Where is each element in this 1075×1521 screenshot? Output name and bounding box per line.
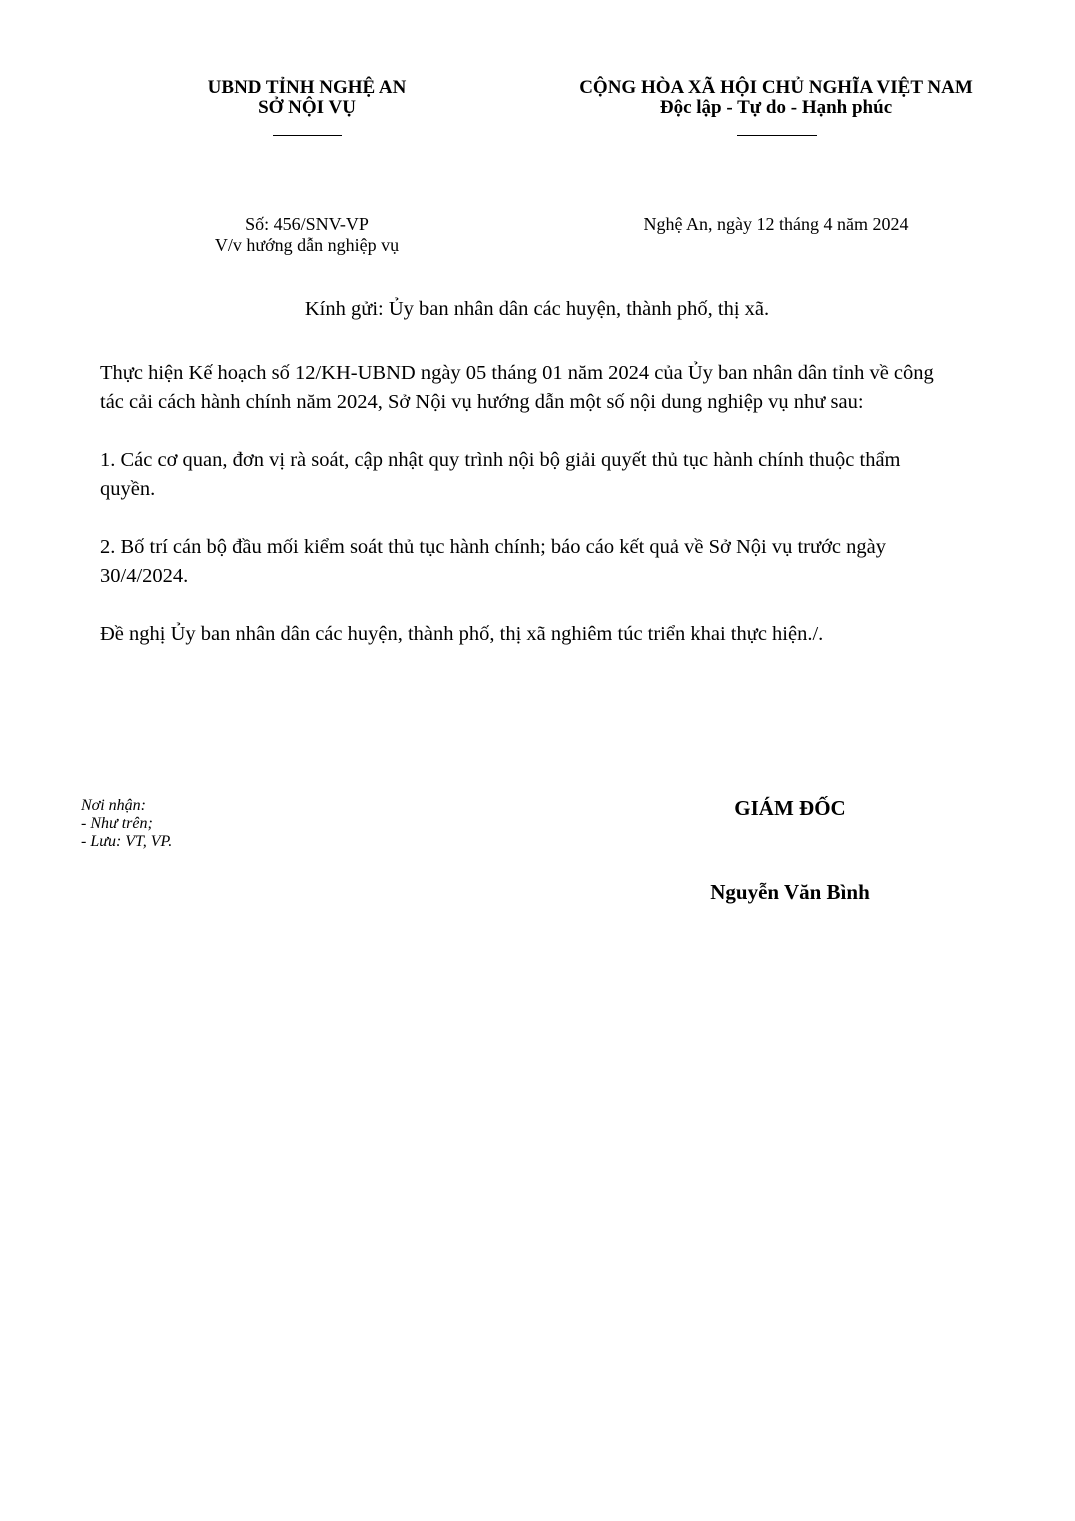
recipient-item: - Như trên; <box>81 815 153 832</box>
intro-line: Thực hiện Kế hoạch số 12/KH-UBND ngày 05 tháng 01 năm 2024 của Ủy ban nhân dân tỉnh về công <box>100 362 934 384</box>
document-reference <box>157 214 457 256</box>
agency-underline <box>273 135 342 136</box>
recipients-title: Nơi nhận: <box>81 797 146 814</box>
closing-paragraph: Đề nghị Ủy ban nhân dân các huyện, thành phố, thị xã nghiêm túc triển khai thực hiện./. <box>100 623 824 645</box>
signer-name: Nguyễn Văn Bình <box>710 880 870 904</box>
item-2-line: 30/4/2024. <box>100 565 189 587</box>
recipient-item: - Lưu: VT, VP. <box>81 833 173 850</box>
motto-underline <box>737 135 817 136</box>
item-1-paragraph <box>100 446 1040 504</box>
item-1-line: 1. Các cơ quan, đơn vị rà soát, cập nhật quy trình nội bộ giải quyết thủ tục hành chính thuộc thẩm <box>100 449 901 471</box>
agency-parent: UBND TỈNH NGHỆ AN <box>207 77 407 98</box>
place-date: Nghệ An, ngày 12 tháng 4 năm 2024 <box>643 214 909 234</box>
nation-motto: Độc lập - Tự do - Hạnh phúc <box>659 97 893 118</box>
item-1-line: quyền. <box>100 478 156 500</box>
intro-line: tác cải cách hành chính năm 2024, Sở Nội vụ hướng dẫn một số nội dung nghiệp vụ như sau: <box>100 391 864 413</box>
national-title-block <box>551 78 1001 118</box>
nation-title: CỘNG HÒA XÃ HỘI CHỦ NGHĨA VIỆT NAM <box>579 77 973 98</box>
agency-name: SỞ NỘI VỤ <box>258 97 356 118</box>
recipients-block <box>81 797 381 851</box>
signer-position: GIÁM ĐỐC <box>734 796 846 820</box>
item-2-line: 2. Bố trí cán bộ đầu mối kiểm soát thủ tục hành chính; báo cáo kết quả về Sở Nội vụ trước ngày <box>100 536 886 558</box>
recipient-line: Kính gửi: Ủy ban nhân dân các huyện, thành phố, thị xã. <box>304 298 770 320</box>
intro-paragraph <box>100 359 1040 417</box>
issuing-agency-block <box>157 78 457 118</box>
item-2-paragraph <box>100 533 1040 591</box>
document-subject: V/v hướng dẫn nghiệp vụ <box>214 235 400 255</box>
document-number: Số: 456/SNV-VP <box>245 214 369 234</box>
